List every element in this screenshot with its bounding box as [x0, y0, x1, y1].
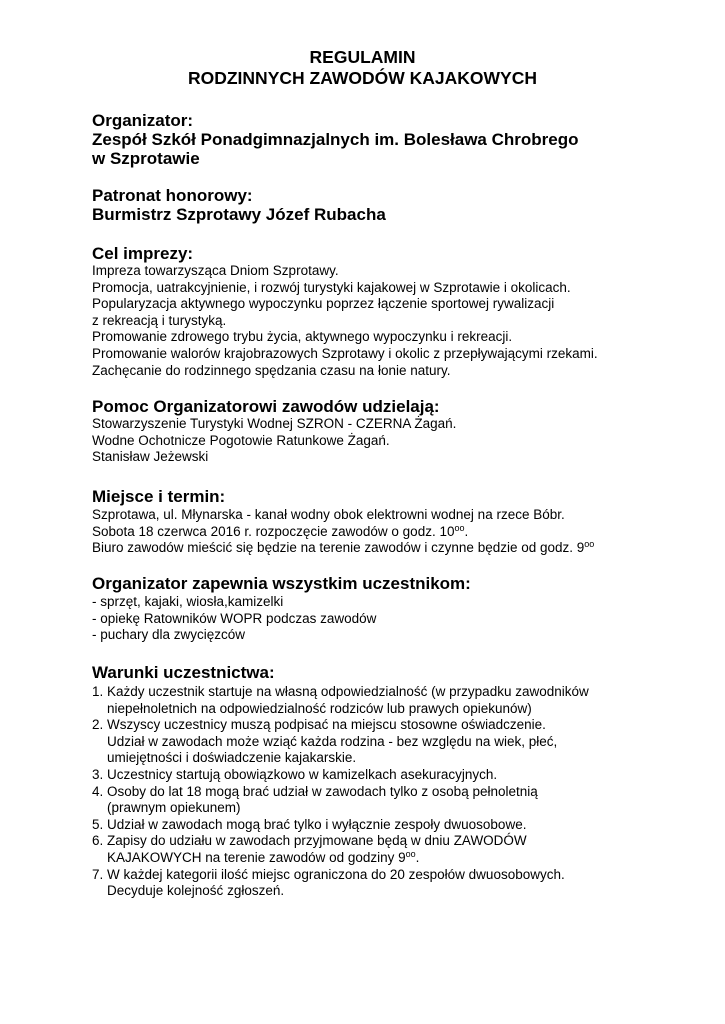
provides-item: - sprzęt, kajaki, wiosła,kamizelki	[92, 594, 284, 609]
conditions-item: 3. Uczestnicy startują obowiązkowo w kamizelkach asekuracyjnych.	[92, 766, 498, 782]
goal-line: Promocja, uatrakcyjnienie, i rozwój turystyki kajakowej w Szprotawie i okolicach.	[92, 279, 571, 295]
conditions-item: 5. Udział w zawodach mogą brać tylko i wyłącznie zespoły dwuosobowe.	[92, 816, 527, 832]
place-heading: Miejsce i termin:	[92, 487, 226, 506]
help-heading: Pomoc Organizatorowi zawodów udzielają:	[92, 397, 440, 416]
conditions-item: 2. Wszyscy uczestnicy muszą podpisać na miejscu stosowne oświadczenie. Udział w zawodach może wziąć każda rodzina - bez względu na wiek, płeć, umiejętności i doświadczenie kajakarskie.	[92, 717, 558, 766]
conditions-heading: Warunki uczestnictwa:	[92, 663, 275, 682]
organizer-name-line1: Zespół Szkół Ponadgimnazjalnych im. Bolesława Chrobrego	[92, 130, 579, 149]
provides-item: - puchary dla zwycięzców	[92, 627, 246, 643]
place-line-date: Sobota 18 czerwca 2016 r. rozpoczęcie zawodów o godz. $10^{oo}$.	[92, 522, 469, 539]
organizer-name-line2: w Szprotawie	[92, 149, 200, 168]
goal-line: Impreza towarzysząca Dniom Szprotawy.	[92, 263, 339, 278]
place-line: Szprotawa, ul. Młynarska - kanał wodny obok elektrowni wodnej na rzece Bóbr.	[92, 507, 565, 522]
goal-heading: Cel imprezy:	[92, 244, 194, 263]
conditions-item: 6. Zapisy do udziału w zawodach przyjmowane będą w dniu ZAWODÓW KAJAKOWYCH na terenie zawodów od godziny $9^{oo}$.	[92, 833, 527, 865]
place-line-office: Biuro zawodów mieścić się będzie na terenie zawodów i czynne będzie od godz. $9^{oo}$	[92, 539, 595, 556]
organizer-heading: Organizator:	[92, 111, 194, 130]
patronage-heading: Patronat honorowy:	[92, 186, 253, 205]
conditions-item: 4. Osoby do lat 18 mogą brać udział w zawodach tylko z osobą pełnoletnią (prawnym opiekunem)	[92, 783, 538, 816]
conditions-item: 1. Każdy uczestnik startuje na własną odpowiedzialność (w przypadku zawodników niepełnoletnich na odpowiedzialność rodziców lub prawych opiekunów)	[92, 684, 589, 716]
help-line: Stanisław Jeżewski	[92, 449, 209, 465]
doc-title-line1: REGULAMIN	[309, 47, 416, 67]
help-line: Stowarzyszenie Turystyki Wodnej SZRON - CZERNA Żagań.	[92, 416, 457, 431]
goal-line: Promowanie zdrowego trybu życia, aktywnego wypoczynku i rekreacji.	[92, 329, 513, 345]
place-text	[92, 507, 594, 557]
help-line: Wodne Ochotnicze Pogotowie Ratunkowe Żagań.	[92, 432, 390, 448]
provides-list	[92, 594, 376, 644]
patronage-name: Burmistrz Szprotawy Józef Rubacha	[92, 205, 386, 224]
goal-line: Promowanie walorów krajobrazowych Szprotawy i okolic z przepływającymi rzekami.	[92, 345, 598, 361]
goal-text	[92, 263, 598, 379]
goal-line: Popularyzacja aktywnego wypoczynku poprzez łączenie sportowej rywalizacji	[92, 296, 555, 312]
help-text	[92, 416, 456, 466]
conditions-list	[92, 684, 589, 900]
conditions-item: 7. W każdej kategorii ilość miejsc ograniczona do 20 zespołów dwuosobowych. Decyduje kolejność zgłoszeń.	[92, 866, 565, 899]
goal-line: z rekreacją i turystyką.	[92, 312, 227, 328]
provides-heading: Organizator zapewnia wszystkim uczestnikom:	[92, 574, 471, 593]
provides-item: - opiekę Ratowników WOPR podczas zawodów	[92, 610, 377, 626]
goal-line: Zachęcanie do rodzinnego spędzania czasu na łonie natury.	[92, 362, 451, 378]
doc-title-line2: RODZINNYCH ZAWODÓW KAJAKOWYCH	[187, 68, 537, 88]
